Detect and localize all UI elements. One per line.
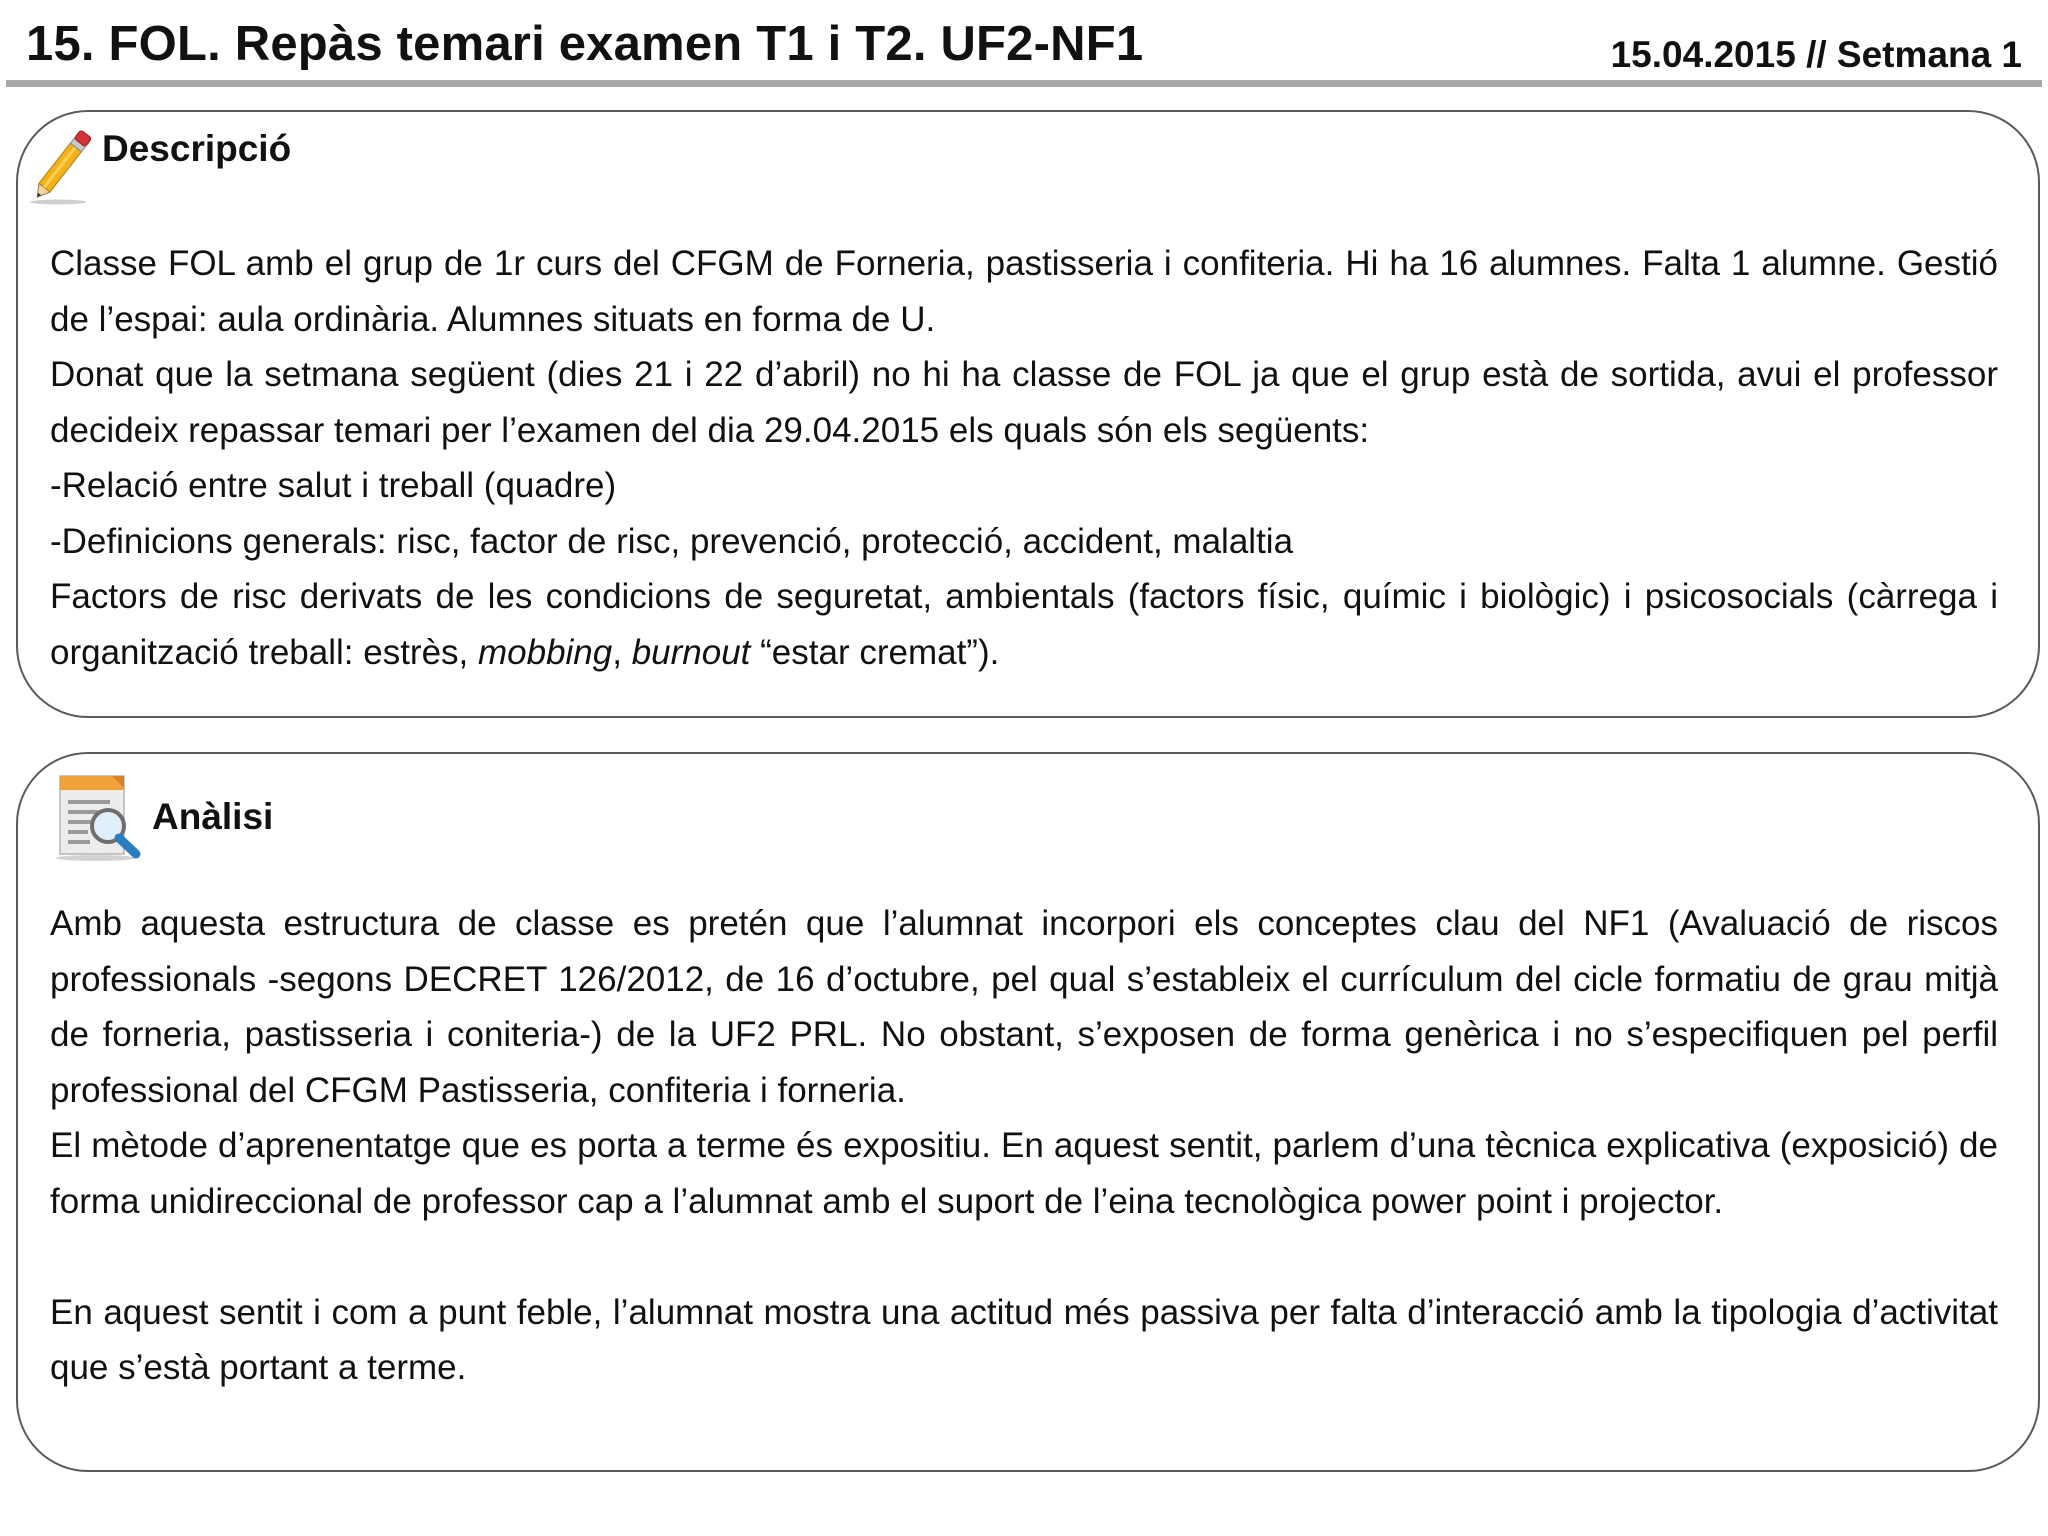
descripcio-list-item: -Definicions generals: risc, factor de risc, prevenció, protecció, accident, malaltia — [50, 521, 1294, 561]
descripcio-list-item: -Relació entre salut i treball (quadre) — [50, 466, 617, 505]
pencil-icon — [28, 126, 98, 206]
analisi-paragraph: Amb aquesta estructura de classe es pretén que l’alumnat incorpori els conceptes clau del NF1 (Avaluació de riscos professionals -segons DECRET 126/2012, de 16 d’octubre, pel qual s’estableix el currículum del cicle formatiu de grau mitjà de forneria, pastisseria i coniteria-) de la UF2 PRL. No obstant, s’exposen de forma genèrica i no s’especifiquen pel perfil professional del CFGM Pastisseria, confiteria i forneria. — [50, 904, 1998, 1110]
analisi-paragraph: En aquest sentit i com a punt feble, l’alumnat mostra una actitud més passiva per falta d’interacció amb la tipologia d’activitat que s’està portant a terme. — [50, 1292, 1998, 1387]
mobbing-term: mobbing — [477, 632, 613, 672]
page-header — [0, 0, 2048, 88]
date-week-label: 15.04.2015 // Setmana 1 — [1610, 34, 2022, 75]
factors-tail-text: “estar cremat”). — [750, 632, 1000, 672]
analisi-heading: Anàlisi — [152, 796, 274, 837]
header-divider — [6, 80, 2042, 87]
analisi-body — [50, 896, 1998, 1396]
analisi-panel — [16, 752, 2040, 1472]
paragraph-spacer — [50, 1229, 1998, 1285]
analisi-paragraph: El mètode d’aprenentatge que es porta a terme és expositiu. En aquest sentit, parlem d’una tècnica explicativa (exposició) de forma unidireccional de professor cap a l’alumnat amb el suport de l’eina tecnològica power point i projector. — [50, 1126, 1998, 1221]
document-magnifier-icon — [52, 768, 144, 862]
descripcio-factors-paragraph — [50, 569, 1998, 680]
descripcio-paragraph: Donat que la setmana següent (dies 21 i 22 d’abril) no hi ha classe de FOL ja que el grup està de sortida, avui el professor decideix repassar temari per l’examen del dia 29.04.2015 els quals són els següents: — [50, 355, 1998, 450]
burnout-term: burnout — [631, 632, 751, 672]
descripcio-body — [50, 236, 1998, 680]
descripcio-paragraph: Classe FOL amb el grup de 1r curs del CFGM de Forneria, pastisseria i confiteria. Hi ha 16 alumnes. Falta 1 alumne. Gestió de l’espai: aula ordinària. Alumnes situats en forma de U. — [50, 244, 1998, 339]
descripcio-panel — [16, 110, 2040, 718]
factors-lead-text: Factors de risc derivats de les condicions de seguretat, ambientals (factors físic, químic i biològic) i psicosocials (càrrega i organització treball: estrès, — [50, 577, 1998, 672]
page-title: 15. FOL. Repàs temari examen T1 i T2. UF2-NF1 — [26, 17, 1144, 71]
descripcio-heading: Descripció — [102, 128, 292, 169]
factors-separator: , — [612, 632, 632, 672]
